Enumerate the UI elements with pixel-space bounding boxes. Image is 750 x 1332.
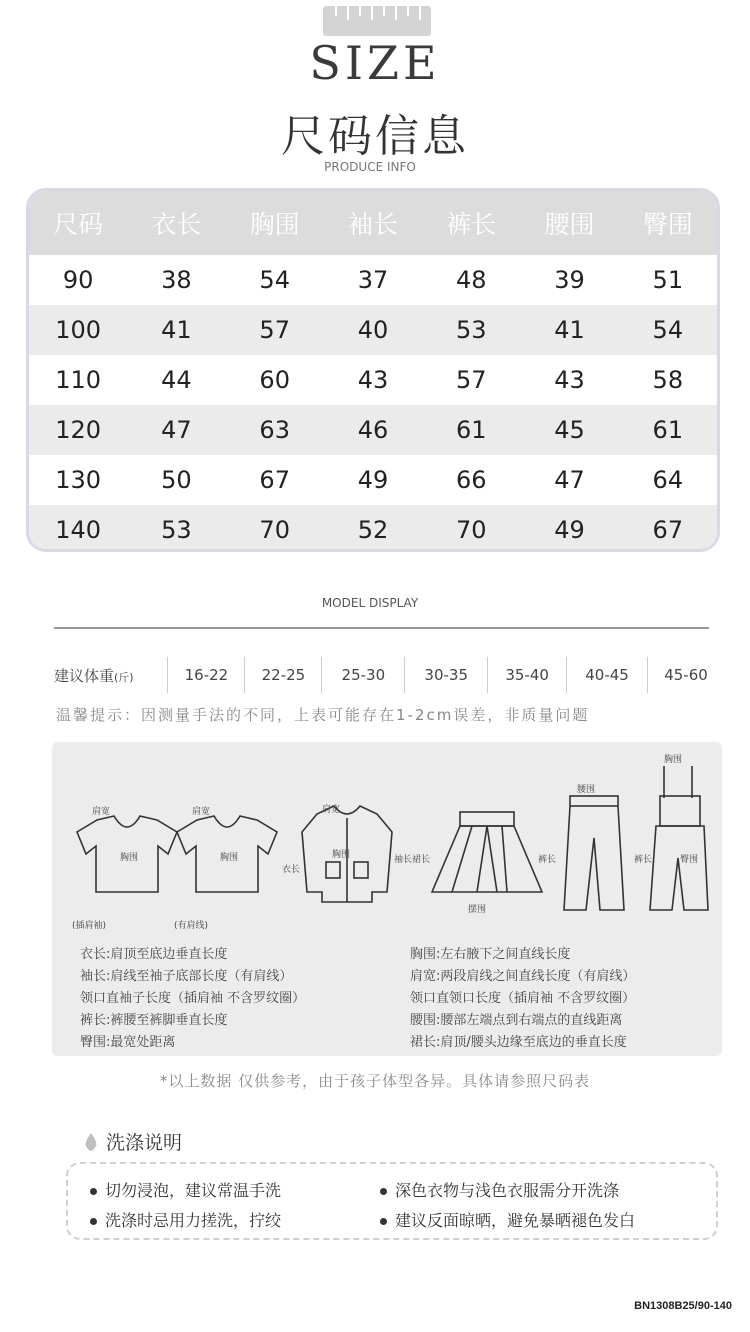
bullet-icon — [380, 1218, 387, 1225]
table-cell: 58 — [652, 366, 684, 394]
definition-item: 腰围:腰部左端点到右端点的直线距离 — [410, 1013, 623, 1028]
weight-value: 30-35 — [404, 657, 487, 693]
definition-item: 胸围:左右腋下之间直线长度 — [410, 947, 571, 962]
shoulder-label-1: 肩宽 — [92, 807, 111, 817]
table-cell: 90 — [62, 266, 94, 294]
table-cell: 47 — [161, 416, 192, 444]
pants-length-label-2: 裤长 — [634, 855, 653, 865]
table-cell: 64 — [652, 466, 684, 494]
table-cell: 49 — [357, 466, 389, 494]
weight-row — [54, 650, 724, 700]
model-display-title: MODEL DISPLAY — [321, 596, 419, 610]
waist-label: 腰围 — [577, 785, 596, 795]
table-row — [29, 305, 717, 355]
table-cell: 53 — [455, 316, 487, 344]
table-cell: 48 — [455, 266, 487, 294]
table-cell: 49 — [554, 516, 585, 544]
weight-value: 22-25 — [244, 657, 321, 693]
skirt-length-label: 裙长 — [412, 855, 431, 865]
table-cell: 43 — [357, 366, 389, 394]
wash-title: 洗涤说明 — [106, 1132, 183, 1154]
table-cell: 38 — [161, 266, 192, 294]
weight-value: 16-22 — [167, 657, 244, 693]
column-header: 腰围 — [544, 210, 595, 239]
table-cell: 37 — [357, 266, 389, 294]
definition-item: 臀围:最宽处距离 — [80, 1035, 176, 1050]
pants-icon — [570, 796, 618, 806]
table-cell: 110 — [55, 366, 102, 394]
hem-label: 摆围 — [468, 905, 487, 915]
weight-value: 40-45 — [566, 657, 647, 693]
table-cell: 54 — [259, 266, 290, 294]
weight-value: 25-30 — [321, 657, 404, 693]
table-cell: 50 — [161, 466, 192, 494]
table-header — [29, 191, 717, 255]
weight-label: 建议体重(斤) — [54, 666, 134, 685]
table-cell: 57 — [455, 366, 487, 394]
table-cell: 41 — [161, 316, 192, 344]
length-label: 衣长 — [282, 865, 301, 875]
skirt-icon — [460, 812, 514, 826]
table-cell: 47 — [554, 466, 585, 494]
weight-value: 35-40 — [487, 657, 566, 693]
raglan-caption: (插肩袖) — [72, 921, 107, 931]
table-cell: 63 — [259, 416, 290, 444]
definition-item: 领口直袖子长度（插肩袖 不含罗纹圈） — [80, 991, 306, 1006]
column-header: 衣长 — [151, 210, 202, 239]
definitions-right — [410, 944, 635, 1054]
size-heading: SIZE — [309, 36, 441, 90]
wash-instructions — [66, 1162, 718, 1240]
measurement-tip: 温馨提示：因测量手法的不同，上表可能存在1-2cm误差，非质量问题 — [56, 706, 590, 724]
definition-item: 裙长:肩顶/腰头边缘至底边的垂直长度 — [410, 1035, 627, 1050]
column-header: 袖长 — [347, 210, 398, 239]
shoulder-label-3: 肩宽 — [322, 805, 341, 815]
table-cell: 43 — [554, 366, 585, 394]
column-header: 臀围 — [642, 210, 693, 239]
table-row — [29, 405, 717, 455]
table-cell: 67 — [259, 466, 290, 494]
table-cell: 67 — [652, 516, 684, 544]
definition-item: 衣长:肩顶至底边垂直长度 — [80, 947, 228, 962]
table-cell: 40 — [357, 316, 389, 344]
size-table — [26, 188, 720, 552]
column-header: 胸围 — [249, 210, 300, 239]
chest-label-1: 胸围 — [120, 853, 139, 863]
table-cell: 54 — [652, 316, 684, 344]
table-cell: 61 — [652, 416, 684, 444]
table-cell: 140 — [55, 516, 102, 544]
definition-item: 领口直领口长度（插肩袖 不含罗纹圈） — [410, 991, 636, 1006]
table-cell: 57 — [259, 316, 290, 344]
bullet-icon — [90, 1218, 97, 1225]
hip-label: 臀围 — [680, 855, 699, 865]
ruler-graphic — [323, 6, 431, 36]
definitions-left — [80, 944, 305, 1054]
sleeve-label: 袖长 — [394, 855, 413, 865]
wash-item: 深色衣物与浅色衣服需分开洗涤 — [380, 1178, 619, 1201]
water-drop-icon — [84, 1133, 98, 1151]
table-cell: 53 — [161, 516, 192, 544]
table-cell: 100 — [55, 316, 102, 344]
bullet-icon — [90, 1188, 97, 1195]
wash-heading — [84, 1128, 182, 1155]
bullet-icon — [380, 1188, 387, 1195]
table-cell: 120 — [55, 416, 102, 444]
overalls-icon — [664, 766, 692, 798]
table-cell: 70 — [259, 516, 290, 544]
table-cell: 46 — [357, 416, 389, 444]
garment-illustrations — [52, 742, 722, 942]
table-cell: 130 — [55, 466, 102, 494]
table-cell: 66 — [455, 466, 487, 494]
table-cell: 61 — [455, 416, 487, 444]
product-code: BN1308B25/90-140 — [634, 1300, 732, 1312]
table-row — [29, 255, 717, 305]
chest-label-2: 胸围 — [220, 853, 239, 863]
table-row — [29, 455, 717, 505]
definition-item: 袖长:肩线至袖子底部长度（有肩线） — [80, 969, 293, 984]
chest-label-4: 胸围 — [664, 755, 683, 765]
chest-label-3: 胸围 — [332, 850, 351, 860]
table-cell: 44 — [161, 366, 192, 394]
page-subtitle: PRODUCE INFO — [324, 160, 416, 174]
weight-value: 45-60 — [647, 657, 724, 693]
table-row — [29, 505, 717, 552]
column-header: 裤长 — [446, 210, 497, 239]
shoulder-label-2: 肩宽 — [192, 807, 211, 817]
table-cell: 51 — [652, 266, 684, 294]
wash-item: 切勿浸泡，建议常温手洗 — [90, 1178, 281, 1201]
wash-item: 建议反面晾晒，避免暴晒褪色发白 — [380, 1208, 635, 1231]
table-cell: 45 — [554, 416, 585, 444]
table-cell: 39 — [554, 266, 585, 294]
table-cell: 70 — [455, 516, 487, 544]
column-header: 尺码 — [53, 210, 104, 239]
table-cell: 41 — [554, 316, 585, 344]
definition-item: 肩宽:两段肩线之间直线长度（有肩线） — [410, 969, 636, 984]
table-row — [29, 355, 717, 405]
pants-length-label: 裤长 — [538, 855, 557, 865]
table-cell: 52 — [357, 516, 389, 544]
wash-item: 洗涤时忌用力搓洗，拧绞 — [90, 1208, 281, 1231]
page-title: 尺码信息 — [281, 111, 469, 162]
shoulder-line-caption: (有肩线) — [174, 921, 209, 931]
table-cell: 60 — [259, 366, 290, 394]
definition-item: 裤长:裤腰至裤脚垂直长度 — [80, 1013, 228, 1028]
measurement-diagram — [52, 742, 722, 1056]
reference-note: *以上数据 仅供参考，由于孩子体型各异。具体请参照尺码表 — [159, 1072, 591, 1090]
divider — [54, 627, 709, 629]
